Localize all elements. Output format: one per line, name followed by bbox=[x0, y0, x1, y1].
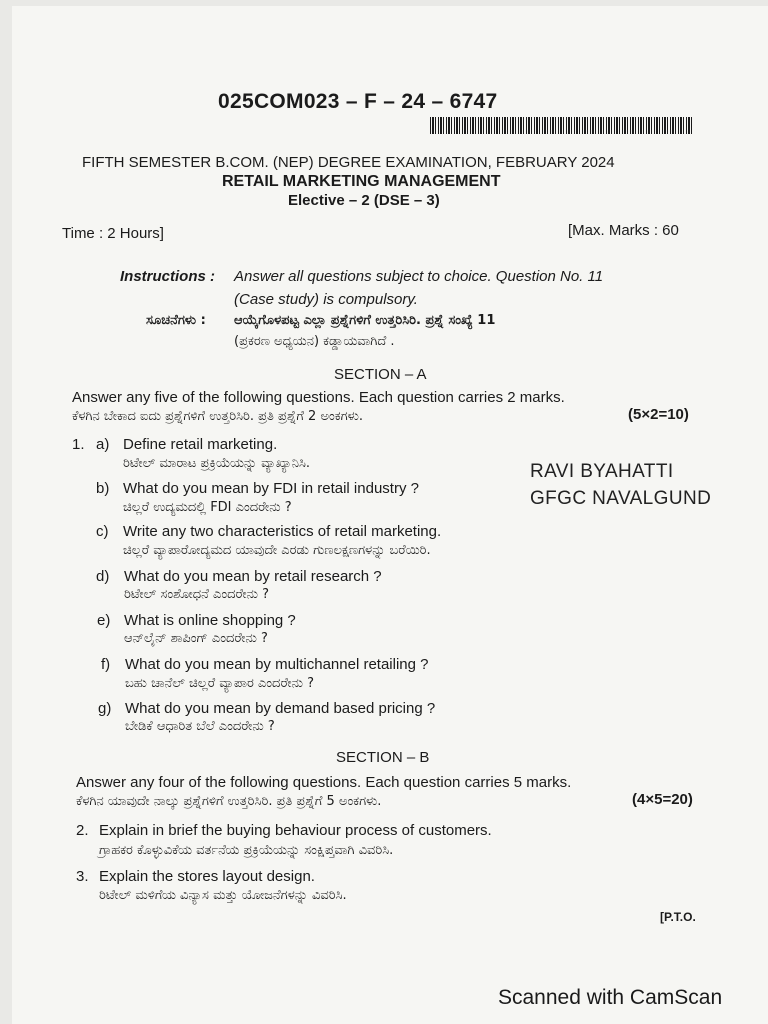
kn-instructions-line1: ಆಯ್ಕೆಗೊಳಪಟ್ಟ ಎಲ್ಲಾ ಪ್ರಶ್ನೆಗಳಿಗೆ ಉತ್ತರಿಸಿರಿ. ಪ್ರಶ್ನೆ ಸಂಖ್ಯೆ 11 bbox=[234, 313, 496, 328]
subject-title: RETAIL MARKETING MANAGEMENT bbox=[222, 173, 501, 190]
section-b-marks: (4×5=20) bbox=[632, 791, 693, 808]
section-a-instructions: Answer any five of the following questions. Each question carries 2 marks. bbox=[72, 389, 565, 406]
instructions-line1: Answer all questions subject to choice. Question No. 11 bbox=[234, 268, 604, 285]
question-text-kn: ಆನ್‌ಲೈನ್ ಶಾಪಿಂಗ್ ಎಂದರೇನು ? bbox=[124, 631, 268, 646]
paper-code: 025COM023 – F – 24 – 6747 bbox=[218, 90, 498, 113]
question-text-kn: ರಿಟೇಲ್ ಮಳಿಗೆಯ ವಿನ್ಯಾಸ ಮತ್ತು ಯೋಜನೆಗಳನ್ನು ವಿವರಿಸಿ. bbox=[99, 888, 347, 903]
question-number: 3. bbox=[76, 868, 89, 885]
scanner-watermark: Scanned with CamScan bbox=[498, 986, 723, 1009]
question-label: b) bbox=[96, 480, 110, 497]
question-text: Define retail marketing. bbox=[123, 436, 278, 453]
exam-title: FIFTH SEMESTER B.COM. (NEP) DEGREE EXAMINATION, FEBRUARY 2024 bbox=[82, 154, 615, 171]
question-text-kn: ಗ್ರಾಹಕರ ಕೊಳ್ಳುವಿಕೆಯ ವರ್ತನೆಯ ಪ್ರಕ್ರಿಯೆಯನ್ನು ಸಂಕ್ಷಿಪ್ತವಾಗಿ ವಿವರಿಸಿ. bbox=[99, 843, 394, 858]
question-text: What do you mean by multichannel retailing ? bbox=[125, 656, 429, 673]
question-text-kn: ಚಿಲ್ಲರೆ ಉದ್ಯಮದಲ್ಲಿ FDI ಎಂದರೇನು ? bbox=[123, 500, 292, 515]
instructions-label: Instructions : bbox=[120, 268, 216, 285]
section-a-title: SECTION – A bbox=[334, 366, 427, 383]
question-number: 2. bbox=[76, 822, 89, 839]
question-label: c) bbox=[96, 523, 109, 540]
question-text-kn: ಬೇಡಿಕೆ ಆಧಾರಿತ ಬೆಲೆ ಎಂದರೇನು ? bbox=[125, 719, 275, 734]
stamp-line2: GFGC NAVALGUND bbox=[530, 488, 712, 509]
max-marks-label: [Max. Marks : 60 bbox=[568, 222, 679, 239]
section-a-instructions-kn: ಕೆಳಗಿನ ಬೇಕಾದ ಐದು ಪ್ರಶ್ನೆಗಳಿಗೆ ಉತ್ತರಿಸಿರಿ. ಪ್ರತಿ ಪ್ರಶ್ನೆಗೆ 2 ಅಂಕಗಳು. bbox=[72, 409, 363, 424]
kn-instructions-line2: (ಪ್ರಕರಣ ಅಧ್ಯಯನ) ಕಡ್ಡಾಯವಾಗಿದೆ . bbox=[234, 334, 395, 349]
barcode bbox=[430, 117, 692, 134]
section-b-title: SECTION – B bbox=[336, 749, 430, 766]
question-label: f) bbox=[101, 656, 111, 673]
question-text: Write any two characteristics of retail marketing. bbox=[123, 523, 442, 540]
question-label: a) bbox=[96, 436, 110, 453]
time-label: Time : 2 Hours] bbox=[62, 225, 164, 242]
question-text: Explain the stores layout design. bbox=[99, 868, 315, 885]
question-text: What do you mean by demand based pricing ? bbox=[125, 700, 436, 717]
question-label: e) bbox=[97, 612, 111, 629]
elective-title: Elective – 2 (DSE – 3) bbox=[288, 192, 440, 209]
section-b-instructions: Answer any four of the following questions. Each question carries 5 marks. bbox=[76, 774, 572, 791]
question-text: What do you mean by FDI in retail industry ? bbox=[123, 480, 419, 497]
question-text-kn: ರಿಟೇಲ್ ಸಂಶೋಧನೆ ಎಂದರೇನು ? bbox=[124, 587, 270, 602]
question-text: Explain in brief the buying behaviour process of customers. bbox=[99, 822, 492, 839]
question-text: What is online shopping ? bbox=[124, 612, 296, 629]
question-text-kn: ಬಹು ಚಾನೆಲ್ ಚಿಲ್ಲರೆ ವ್ಯಾಪಾರ ಎಂದರೇನು ? bbox=[125, 676, 314, 691]
question-text: What do you mean by retail research ? bbox=[124, 568, 382, 585]
question-text-kn: ಚಿಲ್ಲರೆ ವ್ಯಾಪಾರೋದ್ಯಮದ ಯಾವುದೇ ಎರಡು ಗುಣಲಕ್ಷಣಗಳನ್ನು ಬರೆಯಿರಿ. bbox=[123, 543, 431, 558]
section-a-marks: (5×2=10) bbox=[628, 406, 689, 423]
kn-instructions-label: ಸೂಚನೆಗಳು : bbox=[146, 313, 206, 328]
question-label: g) bbox=[98, 700, 112, 717]
question-text-kn: ರಿಟೇಲ್ ಮಾರಾಟ ಪ್ರಕ್ರಿಯೆಯನ್ನು ವ್ಯಾಖ್ಯಾನಿಸಿ. bbox=[123, 456, 311, 471]
section-b-instructions-kn: ಕೆಳಗಿನ ಯಾವುದೇ ನಾಲ್ಕು ಪ್ರಶ್ನೆಗಳಿಗೆ ಉತ್ತರಿಸಿರಿ. ಪ್ರತಿ ಪ್ರಶ್ನೆಗೆ 5 ಅಂಕಗಳು. bbox=[76, 794, 382, 809]
question-label: d) bbox=[96, 568, 110, 585]
stamp-line1: RAVI BYAHATTI bbox=[530, 461, 674, 482]
question-number: 1. bbox=[72, 436, 85, 453]
pto-label: [P.T.O. bbox=[660, 910, 696, 924]
instructions-line2: (Case study) is compulsory. bbox=[234, 291, 418, 308]
